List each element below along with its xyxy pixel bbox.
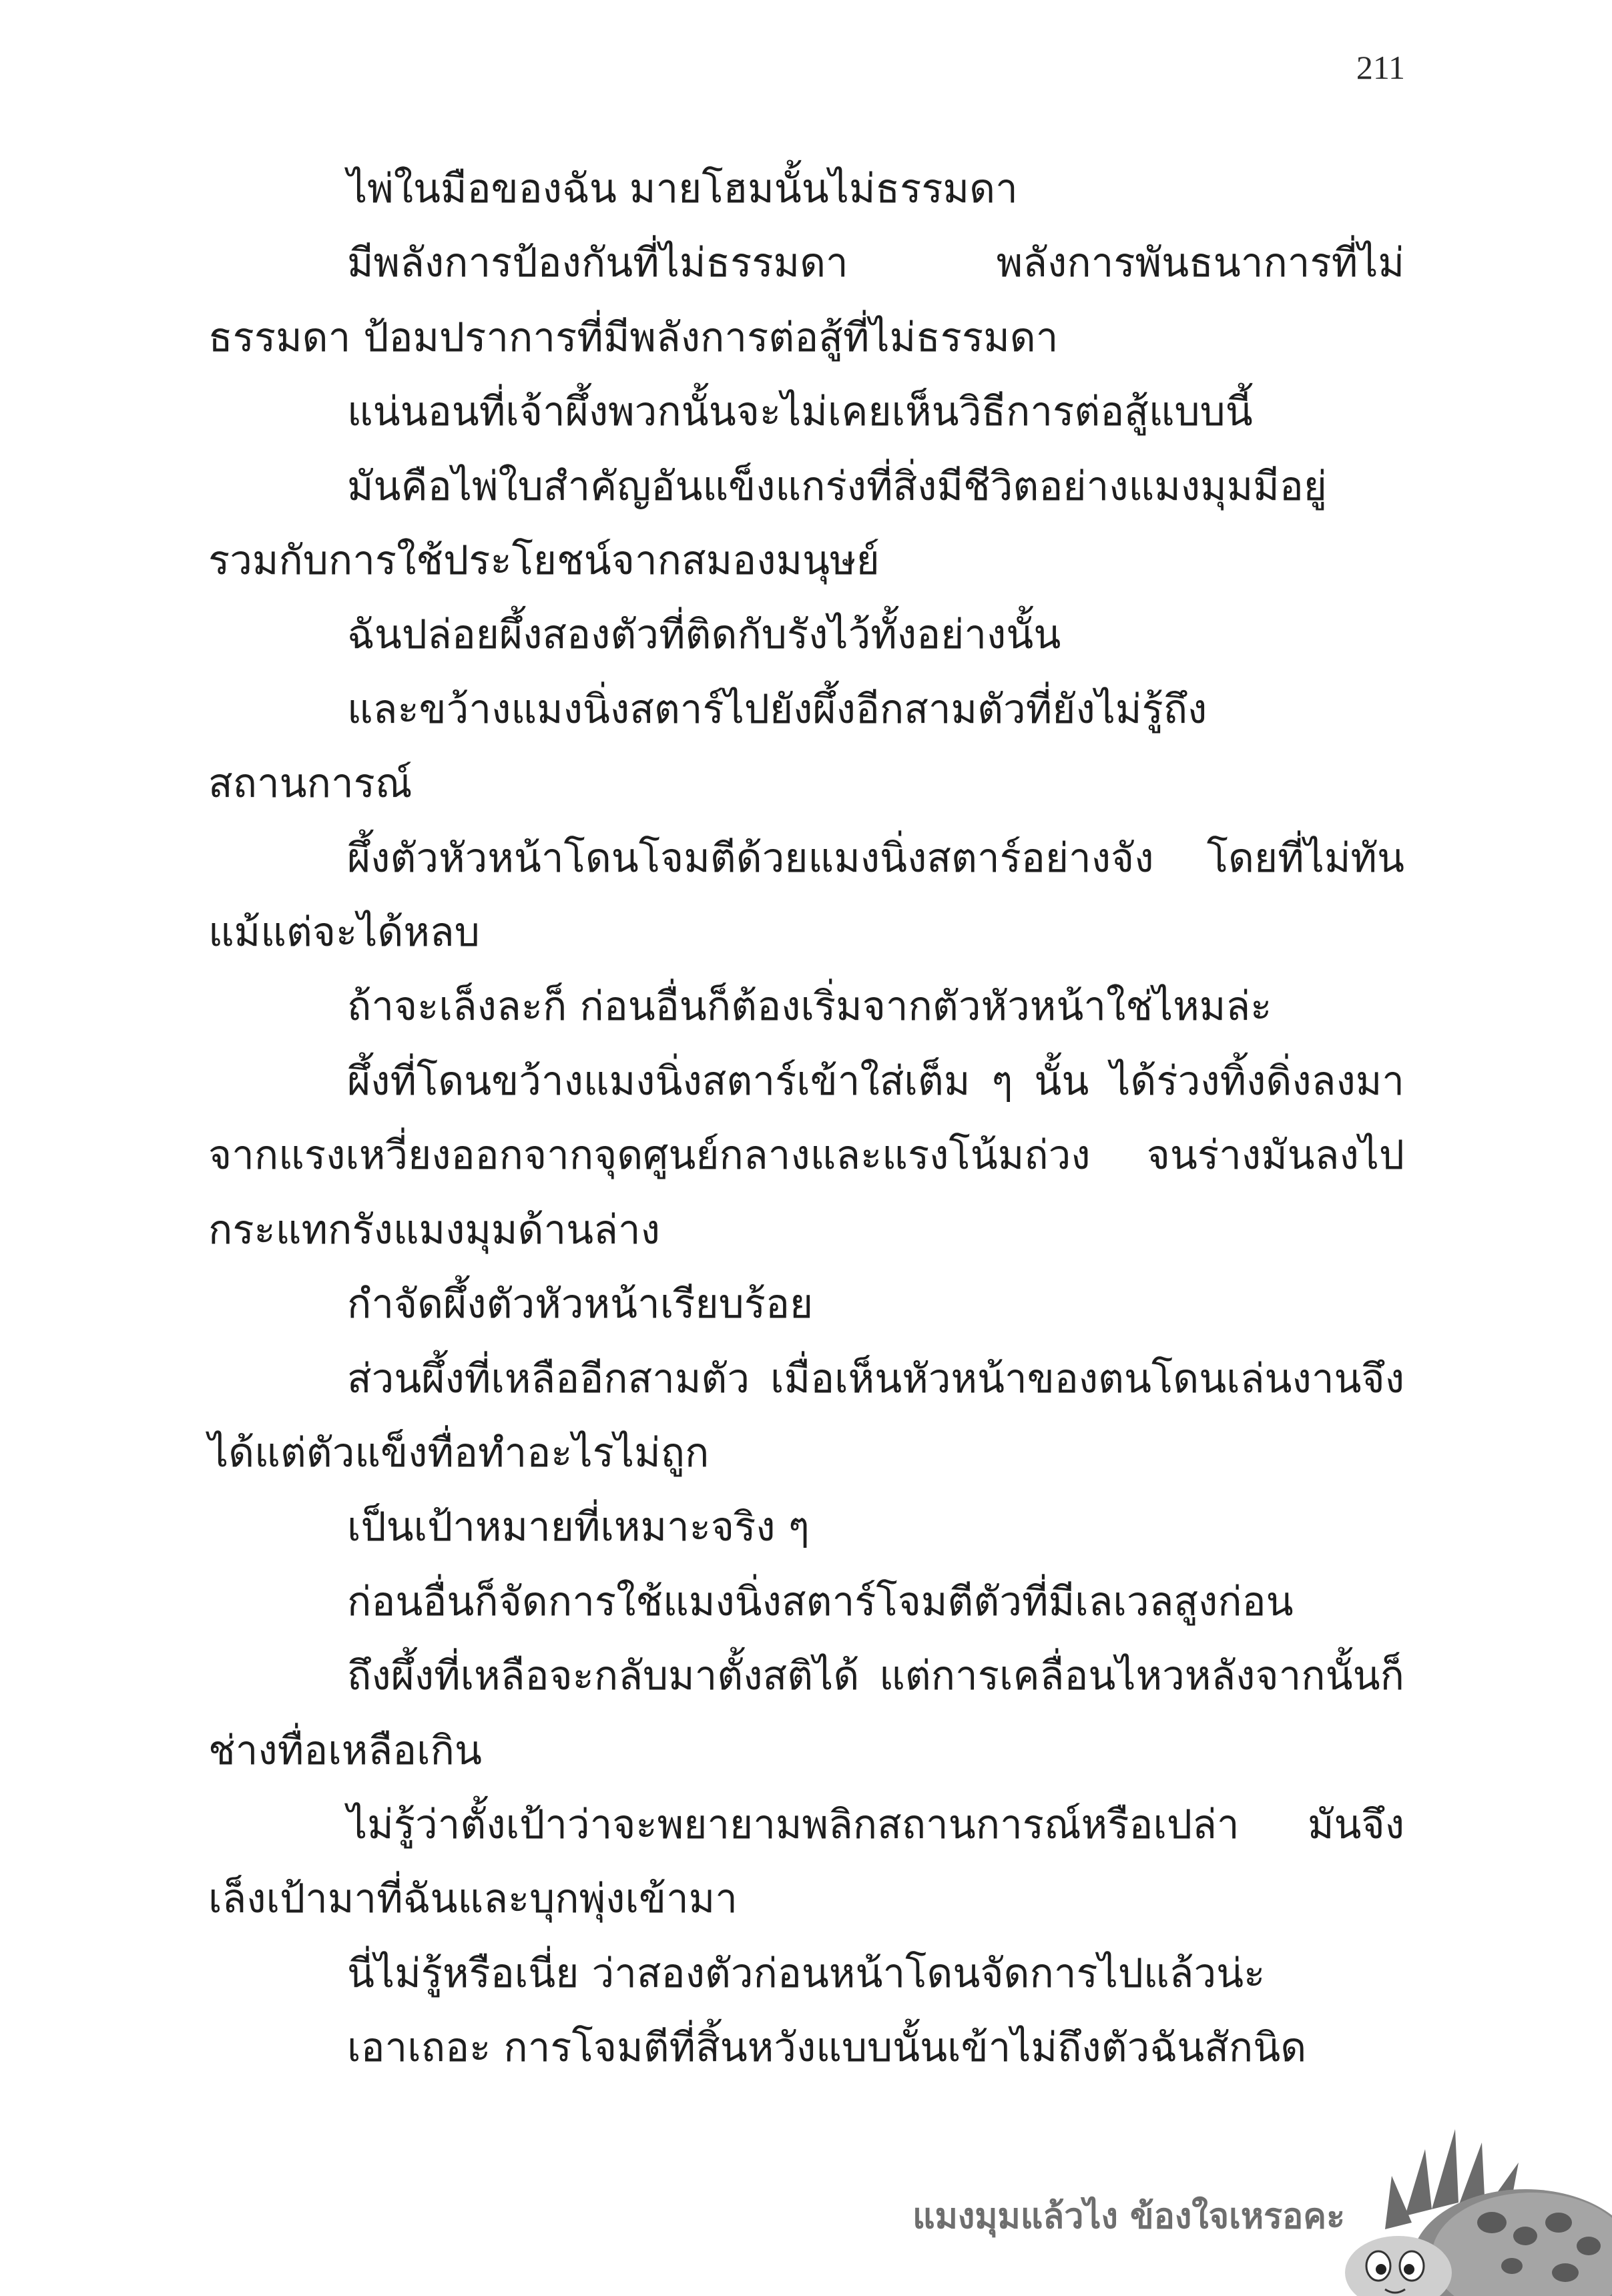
paragraph: ผึ้งที่โดนขว้างแมงนิ่งสตาร์เข้าใส่เต็ม ๆ นั้น ได้ร่วงทิ้งดิ่งลงมาจากแรงเหวี่ยงออกจากจุดศูนย์กลางและแรงโน้มถ่วง จนร่างมันลงไปกระแทกรังแมงมุมด้านล่าง (208, 1057, 1404, 1253)
paragraph: เป็นเป้าหมายที่เหมาะจริง ๆ (347, 1504, 810, 1551)
paragraph: ไพ่ในมือของฉัน มายโฮมนั้นไม่ธรรมดา (347, 166, 1018, 212)
paragraph: ไม่รู้ว่าตั้งเป้าว่าจะพยายามพลิกสถานการณ์หรือเปล่า มันจึงเล็งเป้ามาที่ฉันและบุกพุ่งเข้ามา (208, 1801, 1404, 1923)
paragraph: มันคือไพ่ใบสำคัญอันแข็งแกร่งที่สิ่งมีชีวิตอย่างแมงมุมมีอยู่ รวมกับการใช้ประโยชน์จากสมองมนุษย์ (208, 463, 1327, 585)
paragraph: ก่อนอื่นก็จัดการใช้แมงนิ่งสตาร์โจมตีตัวที่มีเลเวลสูงก่อน (347, 1578, 1294, 1625)
paragraph: ฉันปล่อยผึ้งสองตัวที่ติดกับรังไว้ทั้งอย่างนั้น (347, 611, 1061, 659)
paragraph: ผึ้งตัวหัวหน้าโดนโจมตีด้วยแมงนิ่งสตาร์อย่างจัง โดยที่ไม่ทันแม้แต่จะได้หลบ (208, 834, 1404, 956)
paragraph: แน่นอนที่เจ้าผึ้งพวกนั้นจะไม่เคยเห็นวิธีการต่อสู้แบบนี้ (347, 388, 1253, 436)
paragraph: ส่วนผึ้งที่เหลืออีกสามตัว เมื่อเห็นหัวหน้าของตนโดนเล่นงานจึงได้แต่ตัวแข็งทื่อทำอะไรไม่ถูก (208, 1355, 1404, 1476)
spider-mascot-icon (1325, 2122, 1612, 2296)
paragraph: มีพลังการป้องกันที่ไม่ธรรมดา พลังการพันธนาการที่ไม่ธรรมดา ป้อมปราการที่มีพลังการต่อสู้ที่ไม่ธรรมดา (208, 240, 1404, 361)
footer-book-title: แมงมุมแล้วไง ข้องใจเหรอคะ (912, 2197, 1345, 2237)
page-number: 211 (1356, 49, 1405, 86)
paragraph: นี่ไม่รู้หรือเนี่ย ว่าสองตัวก่อนหน้าโดนจัดการไปแล้วน่ะ (347, 1950, 1266, 1997)
paragraph: และขว้างแมงนิ่งสตาร์ไปยังผึ้งอีกสามตัวที่ยังไม่รู้ถึงสถานการณ์ (208, 685, 1207, 808)
paragraph: ถ้าจะเล็งละก็ ก่อนอื่นก็ต้องเริ่มจากตัวหัวหน้าใช่ไหมล่ะ (347, 983, 1272, 1031)
paragraph: กำจัดผึ้งตัวหัวหน้าเรียบร้อย (347, 1281, 814, 1328)
paragraph: ถึงผึ้งที่เหลือจะกลับมาตั้งสติได้ แต่การเคลื่อนไหวหลังจากนั้นก็ช่างทื่อเหลือเกิน (208, 1653, 1404, 1774)
body-text (208, 152, 1404, 2086)
paragraph: เอาเถอะ การโจมตีที่สิ้นหวังแบบนั้นเข้าไม่ถึงตัวฉันสักนิด (347, 2024, 1307, 2072)
